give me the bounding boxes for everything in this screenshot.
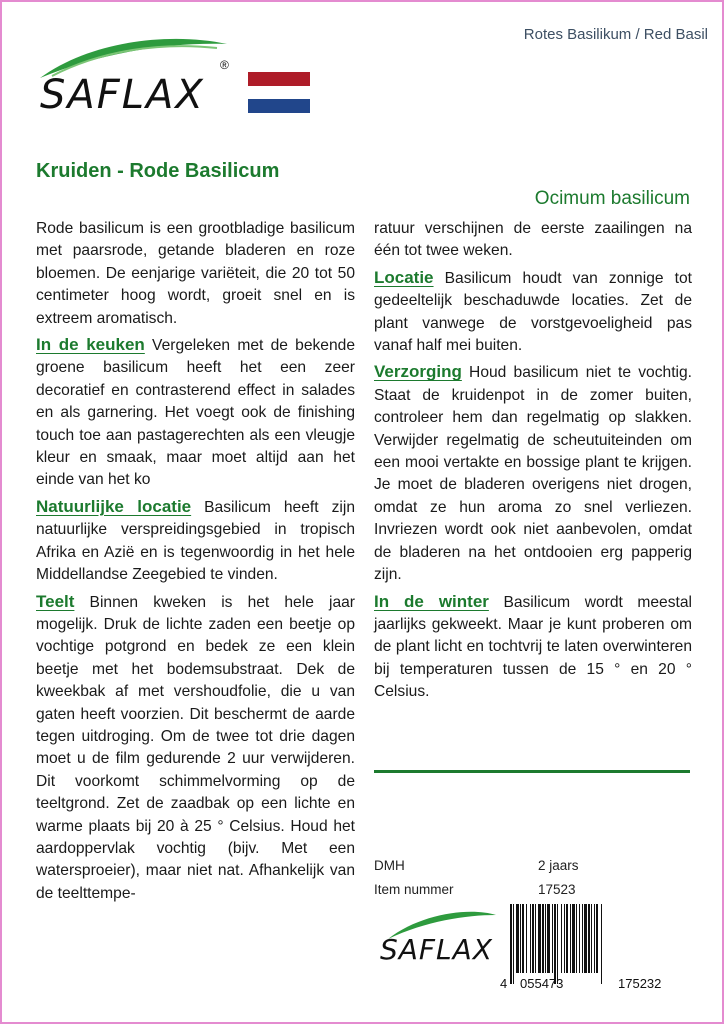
- intro-paragraph: Rode basilicum is een grootbladige basilicum met paarsrode, getande bladeren en roze bloemen. De eenjarige variëteit, die 20 tot 50 centimeter hoog wordt, groeit snel en is extreem aromatisch.: [36, 220, 355, 327]
- locatie-text: Basilicum houdt van zonnige tot gedeeltelijk beschaduwde locaties. Zet de plant vanwege de vorstgevoeligheid pas vanaf half mei buiten.: [374, 269, 692, 355]
- product-subtitle: Rotes Basilikum / Red Basil: [523, 26, 708, 43]
- barcode-group-1: 055473: [520, 976, 564, 991]
- keuken-section: [36, 334, 355, 492]
- natuurlijke-locatie-text: Basilicum heeft zijn natuurlijke verspreidingsgebied in tropisch Afrika en Azië en is tegenwoordig in het hele Middellandse Zeegebied te vinden.: [36, 498, 355, 584]
- barcode-bar: [602, 904, 603, 984]
- natuurlijke-locatie-section: [36, 496, 355, 587]
- teelt-section: [36, 591, 355, 906]
- natuurlijke-locatie-heading: Natuurlijke locatie: [36, 496, 192, 516]
- text-column-left: [36, 218, 355, 909]
- barcode-group-2: 175232: [618, 976, 662, 991]
- item-number-value: 17523: [538, 882, 576, 897]
- latin-name: Ocimum basilicum: [534, 188, 690, 209]
- page-title: Kruiden - Rode Basilicum: [36, 160, 280, 182]
- dmh-value: 2 jaars: [538, 858, 579, 873]
- brand-name-small: SAFLAX: [380, 933, 493, 966]
- verzorging-heading: Verzorging: [374, 362, 462, 382]
- text-column-right: [374, 218, 692, 708]
- teelt-heading: Teelt: [36, 591, 75, 611]
- brand-name: SAFLAX: [40, 72, 205, 118]
- saflax-logo-small: [376, 905, 506, 980]
- section-divider: [374, 770, 690, 773]
- verzorging-section: [374, 361, 692, 586]
- winter-heading: In de winter: [374, 591, 489, 611]
- saflax-logo: [22, 30, 242, 125]
- teelt-text: Binnen kweken is het hele jaar mogelijk. Druk de lichte zaden een beetje op vochtige potgrond en bedek ze een klein beetje met het bodemsubstraat. Dek de kweekbak af met vershoudfolie, die u van gaten heeft voorzien. Dit beschermt de aarde tegen uitdroging. Om de twee tot drie dagen moet u de film gedurende 2 uur verwijderen. Dit voorkomt schimmelvorming op de teeltgrond. Zet de zaadbak op een lichte en warme plaats bij 20 à 25 ° Celsius. Houd het aardoppervlak vochtig (bijv. Met een watersproeier), maar niet nat. Afhankelijk van de teelttempe-: [36, 593, 355, 902]
- registered-mark: ®: [220, 58, 229, 72]
- dmh-label: DMH: [374, 858, 405, 873]
- verzorging-text: Houd basilicum niet te vochtig. Staat de kruidenpot in de zomer buiten, controleer hem dan regelmatig op slakken. Verwijder regelmatig de scheutuiteinden om een mooi vertakte en bossige plant te krijgen. Je moet de bladeren overigens niet drogen, omdat ze hun aroma zo snel verliezen. Invriezen wordt ook niet aanbevolen, omdat de bladeren na het ontdooien erg papperig zijn.: [374, 364, 692, 584]
- keuken-heading: In de keuken: [36, 335, 145, 355]
- teelt-continuation: ratuur verschijnen de eerste zaailingen na één tot twee weken.: [374, 220, 692, 260]
- locatie-section: [374, 267, 692, 358]
- barcode: [510, 904, 694, 984]
- winter-text: Basilicum wordt meestal jaarlijks gekweekt. Maar je kunt proberen om de plant licht en tochtvrij te laten overwinteren bij temperaturen tussen de 15 ° en 20 ° Celsius.: [374, 593, 692, 701]
- barcode-first-digit: 4: [500, 976, 508, 991]
- winter-section: [374, 591, 692, 704]
- keuken-text: Vergeleken met de bekende groene basilicum heeft het een zeer decoratief en contrasterend effect in salades en als garnering. Het voegt ook de finishing touch toe aan pastagerechten als een vleugje kleur en smaak, maar moet altijd aan het einde van het ko: [36, 337, 355, 489]
- locatie-heading: Locatie: [374, 267, 434, 287]
- item-number-label: Item nummer: [374, 882, 454, 897]
- dutch-flag-icon: [248, 72, 310, 113]
